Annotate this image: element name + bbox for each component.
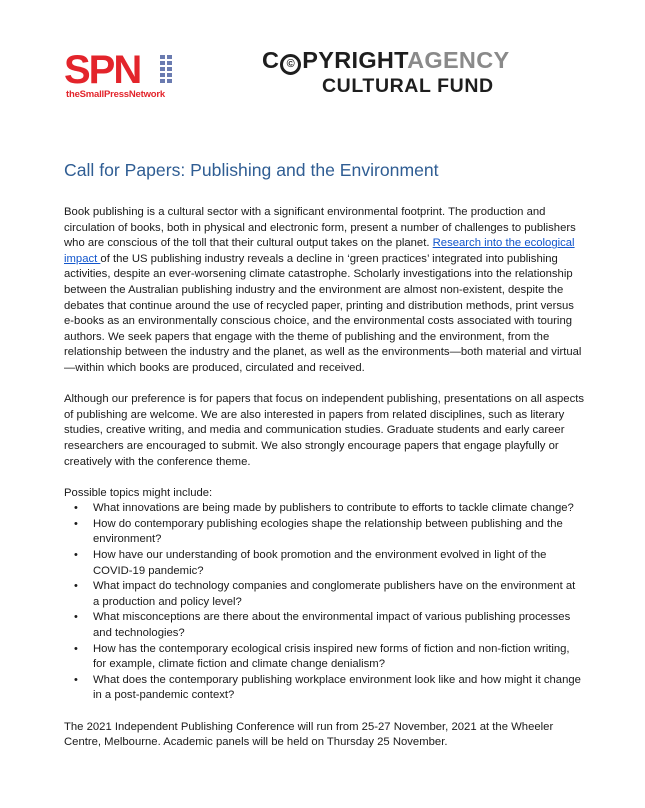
spn-logo-subtitle: theSmallPressNetwork [66,89,165,100]
spn-logo [64,48,182,100]
bullet-icon: • [74,642,78,655]
list-item: • What misconceptions are there about the environmental impact of various publishing processes and technologies? [74,611,571,640]
topics-list [64,501,584,704]
bullet-icon: • [74,517,78,530]
list-item: • What innovations are being made by publishers to contribute to efforts to tackle climate change? [64,501,584,517]
intro-paragraph: Book publishing is a cultural sector with a significant environmental footprint. The production and circulation of books, both in physical and electronic form, present a number of challenges to publishers who are conscious of the toll that their cultural output takes on the planet. Research into the ecological impact of the US publishing industry reveals a decline in ‘green practices’ integrated into publishing activities, despite an ever-worsening climate catastrophe. Scholarly investigations into the relationship between the Australian publishing industry and the environment are almost non-existent, despite the debates that continue around the use of recycled paper, printing and distribution methods, print versus e-books as an environmentally conscious choice, and the environmental costs associated with touring authors. We seek papers that engage with the theme of publishing and the environment, from the relationship between the industry and the planet, as well as the environments—both material and virtual—within which books are produced, circulated and received. [64,206,582,374]
bullet-icon: • [74,611,78,624]
document-body [64,205,584,766]
bullet-icon: • [74,502,78,515]
cultural-fund-label: CULTURAL FUND [322,75,494,97]
spn-logo-letters: SPN [64,48,141,92]
list-item: • How do contemporary publishing ecologies shape the relationship between publishing and the environment? [74,517,563,546]
logo-header [0,38,645,108]
copyright-agency-wordmark: C © PYRIGHTAGENCY [262,47,510,73]
page-title: Call for Papers: Publishing and the Environment [64,160,439,180]
bullet-icon: • [74,549,78,562]
copyright-agency-logo [262,46,542,102]
closing-paragraph: The 2021 Independent Publishing Conference will run from 25-27 November, 2021 at the Wheeler Centre, Melbourne. Academic panels will be held on Thursday 25 November. [64,720,554,749]
list-item: • How have our understanding of book promotion and the environment evolved in light of the COVID-19 pandemic? [74,549,547,577]
bullet-icon: • [74,580,78,593]
spn-logo-grid-mark [160,55,176,87]
topics-intro: Possible topics might include: [64,486,213,499]
research-link[interactable]: Research into the ecological impact [64,237,575,265]
scope-paragraph: Although our preference is for papers that focus on independent publishing, presentations on all aspects of publishing are welcome. We are also interested in papers from related disciplines, such as literary studies, creative writing, and media and communication studies. Graduate students and early career researchers are encouraged to submit. We also strongly encourage papers that engage playfully or creatively with the conference theme. [64,393,584,468]
bullet-icon: • [74,673,78,686]
list-item: • What does the contemporary publishing workplace environment look like and how might it change in a post-pandemic context? [74,673,581,702]
list-item: • How has the contemporary ecological crisis inspired new forms of fiction and non-fiction writing, for example, climate fiction and climate change denialism? [74,642,570,671]
list-item: • What impact do technology companies and conglomerate publishers have on the environment at a production and policy level? [74,580,576,608]
copyright-symbol-icon: © [280,54,301,75]
